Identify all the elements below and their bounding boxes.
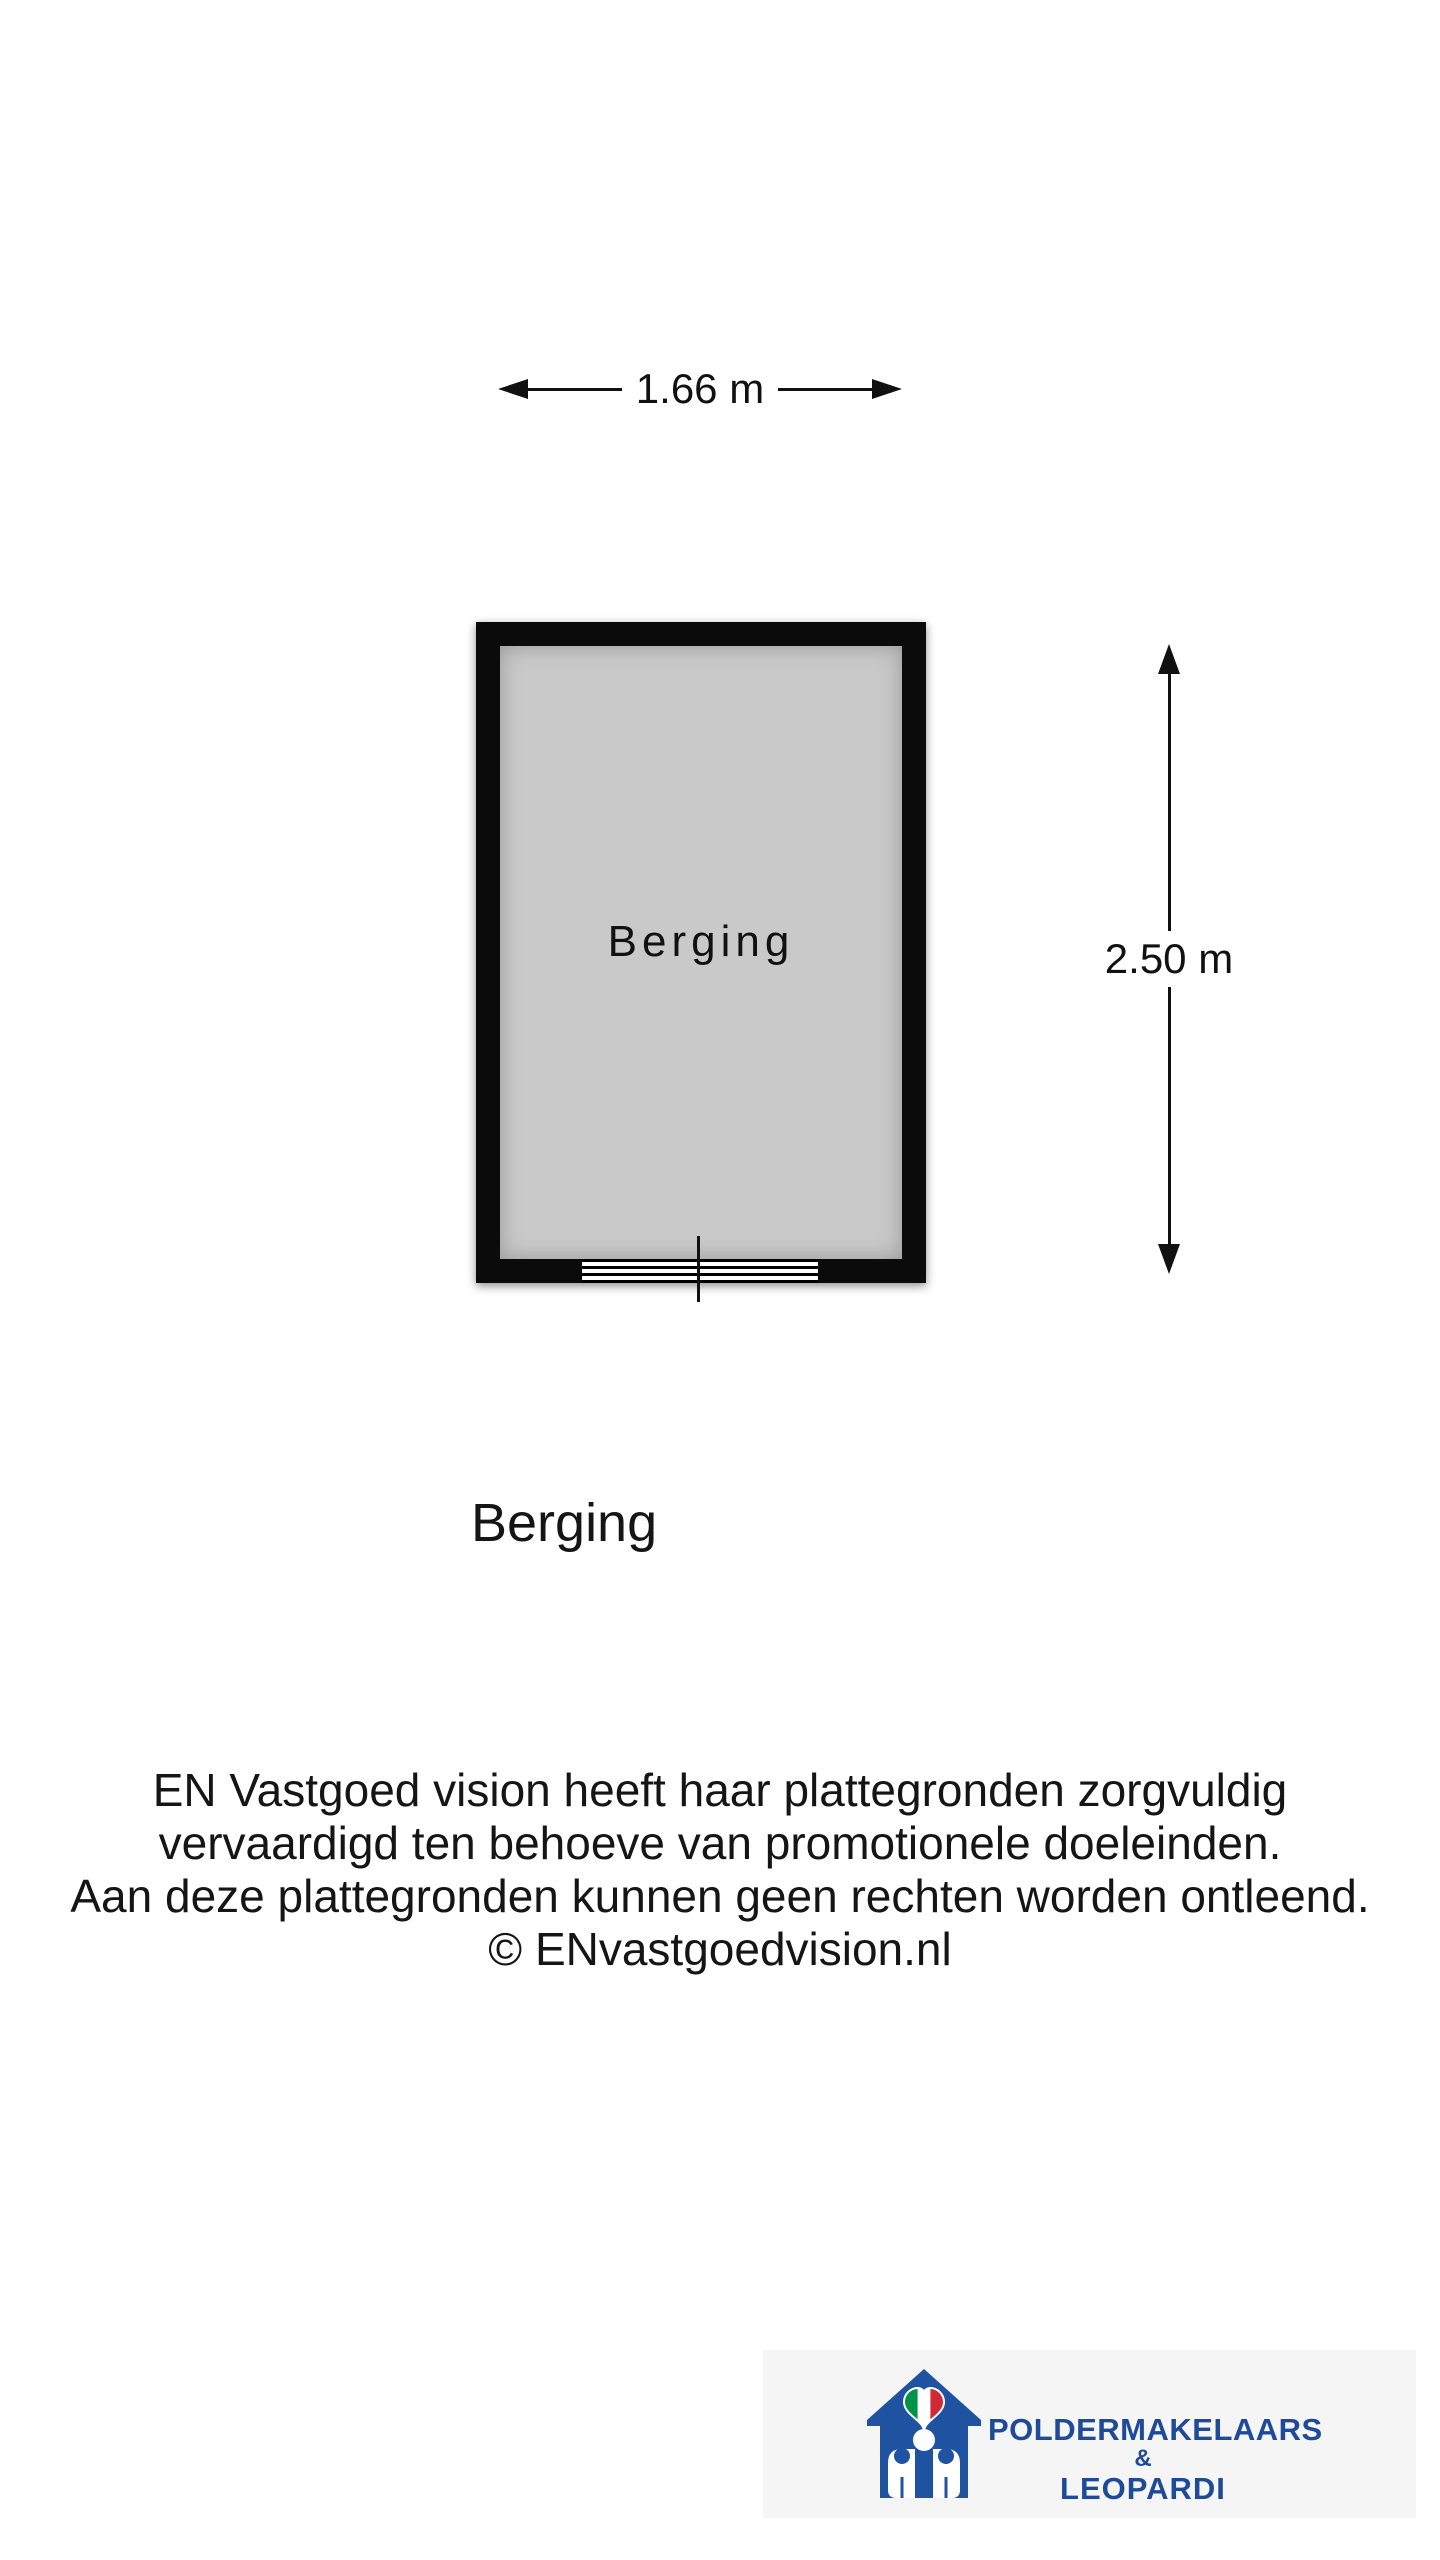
disclaimer-text (0, 1764, 1440, 1976)
house-logo-icon (866, 2368, 982, 2498)
room-label: Berging (607, 916, 795, 966)
person-head (894, 2448, 910, 2464)
width-dimension-label: 1.66 m (635, 365, 765, 412)
logo-name-line: LEOPARDI (1060, 2471, 1226, 2506)
person-head (938, 2448, 954, 2464)
arrow-down-icon (1158, 1244, 1180, 1274)
door-threshold-line (582, 1273, 818, 1276)
arrow-right-icon (872, 379, 902, 399)
page-title: Berging (471, 1493, 658, 1553)
height-dimension (1096, 644, 1242, 1274)
dimension-line (1168, 674, 1171, 931)
door-threshold-line (582, 1266, 818, 1269)
height-dimension-label: 2.50 m (1104, 935, 1234, 982)
dimension-line (1168, 987, 1171, 1244)
person-head (913, 2429, 935, 2451)
disclaimer-line: EN Vastgoed vision heeft haar plattegronden zorgvuldig (152, 1764, 1288, 1816)
disclaimer-line: © ENvastgoedvision.nl (488, 1923, 952, 1975)
disclaimer-line: vervaardigd ten behoeve van promotionele doeleinden. (158, 1817, 1282, 1869)
arrow-up-icon (1158, 644, 1180, 674)
width-dimension (498, 364, 902, 414)
logo-wordmark (988, 2412, 1323, 2506)
floorplan-room-outline (476, 622, 926, 1283)
logo-ampersand: & (1134, 2445, 1152, 2472)
door-opening (582, 1259, 818, 1283)
dimension-line (778, 388, 872, 391)
door-pivot-line (697, 1236, 700, 1302)
disclaimer-line: Aan deze plattegronden kunnen geen rechten worden ontleend. (70, 1870, 1370, 1922)
arrow-left-icon (498, 379, 528, 399)
leg-slit (945, 2477, 948, 2498)
dimension-line (528, 388, 622, 391)
logo-name-line: POLDERMAKELAARS (988, 2412, 1323, 2447)
leg-slit (901, 2477, 904, 2498)
room-floor (500, 646, 902, 1259)
